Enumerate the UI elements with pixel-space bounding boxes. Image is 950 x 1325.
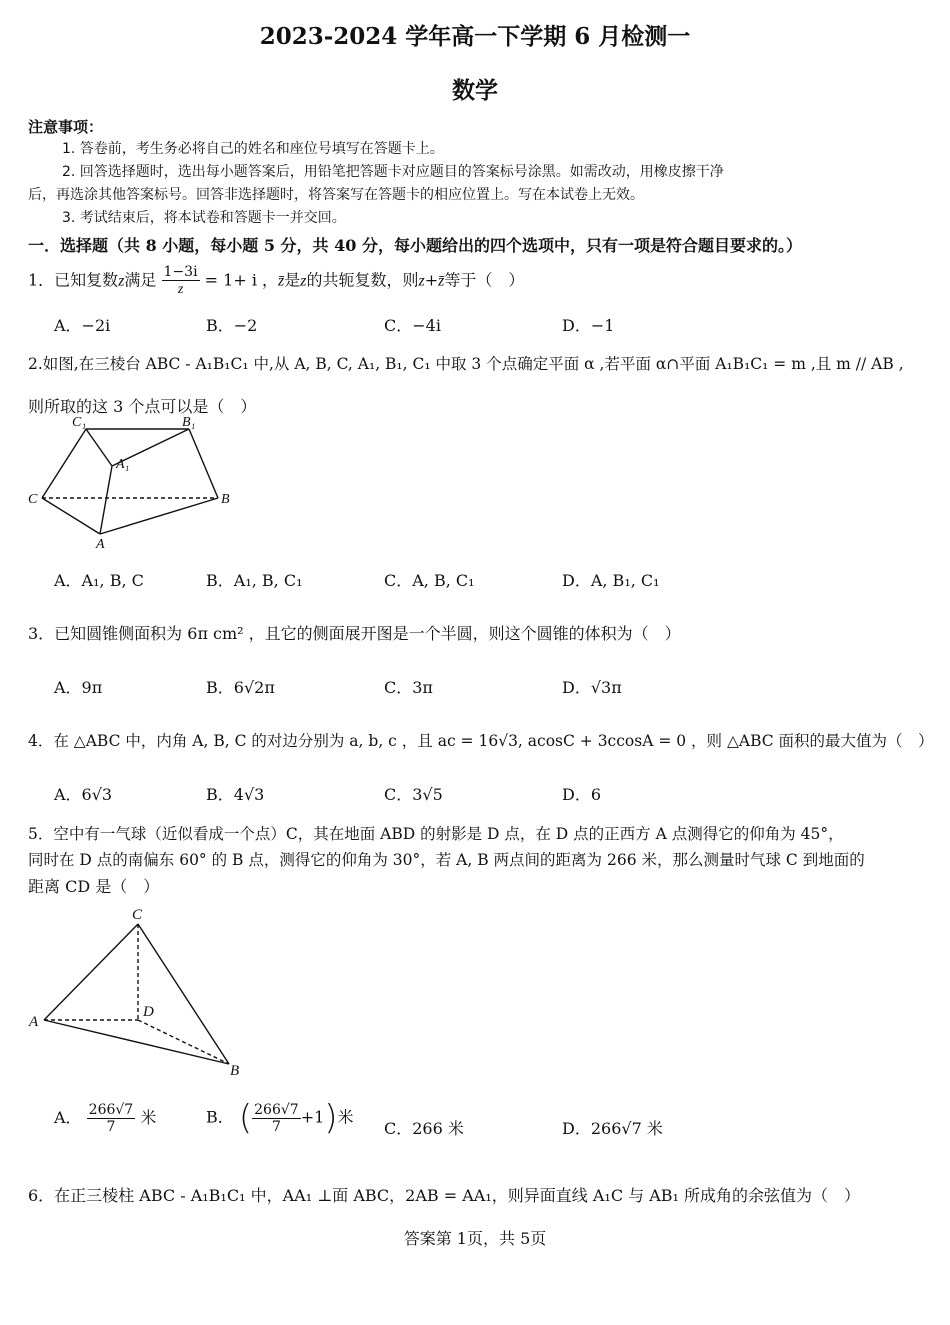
q4-option-a[interactable]: A．6√3	[54, 785, 113, 804]
question-2-line2: 则所取的这 3 个点可以是（ ）	[28, 397, 257, 416]
notes-heading: 注意事项：	[28, 118, 104, 136]
edge-ab	[44, 1020, 229, 1064]
label-b1: B₁	[182, 415, 196, 430]
q2-option-d[interactable]: D．A, B₁, C₁	[562, 571, 660, 590]
edge-cb	[138, 924, 229, 1064]
label-b: B	[230, 1063, 240, 1079]
label-c: C	[132, 907, 143, 923]
q5-option-b[interactable]: B． ( $\frac{266√7}{7}$ +1)米	[206, 1098, 354, 1138]
label-d: D	[143, 1004, 154, 1020]
note-2: 2. 回答选择题时，选出每小题答案后，用铅笔把答题卡对应题目的答案标号涂黑。如需改动，用橡皮擦干净	[62, 164, 724, 180]
exam-title: 2023-2024 学年高一下学期 6 月检测一	[259, 23, 691, 50]
note-3: 3. 考试结束后，将本试卷和答题卡一并交回。	[62, 210, 346, 226]
label-a1: A₁	[116, 457, 130, 472]
edge-c1c	[42, 429, 86, 498]
section-heading: 一．选择题（共 8 小题，每小题 5 分，共 40 分，每小题给出的四个选项中，只有一项是符合题目要求的。）	[28, 236, 802, 255]
edge-c1a1	[86, 429, 112, 466]
label-a: A	[29, 1014, 39, 1030]
label-c: C	[28, 492, 38, 507]
question-6: 6．在正三棱柱 ABC - A₁B₁C₁ 中，AA₁ ⊥面 ABC，2AB = AA₁，则异面直线 A₁C 与 AB₁ 所成角的余弦值为（ ）	[28, 1186, 861, 1205]
label-c1: C₁	[72, 415, 87, 430]
label-a: A	[96, 537, 105, 552]
q1-option-b[interactable]: B．−2	[206, 316, 258, 335]
question-1: 1．已知复数z满足 $\frac{1-3i}{z}$ = 1+ i ，z̄是z的共轭复数，则z+z̄等于（ ）	[28, 264, 525, 297]
q5-option-a[interactable]: A． $\frac{266√7}{7}$ 米	[54, 1102, 157, 1135]
balloon-figure	[24, 902, 254, 1082]
edge-ab	[100, 498, 218, 534]
question-5-line1: 5．空中有一气球（近似看成一个点）C，其在地面 ABD 的射影是 D 点，在 D 点的正西方 A 点测得它的仰角为 45°，	[28, 825, 844, 843]
edge-b1b	[189, 429, 218, 498]
q2-option-a[interactable]: A．A₁, B, C	[54, 571, 144, 590]
label-b: B	[221, 492, 230, 507]
q2-option-b[interactable]: B．A₁, B, C₁	[206, 571, 303, 590]
exam-subject: 数学	[452, 77, 498, 104]
q4-option-d[interactable]: D．6	[562, 785, 602, 804]
q1-option-d[interactable]: D．−1	[562, 316, 615, 335]
edge-ca	[44, 924, 138, 1020]
q1-option-c[interactable]: C．−4i	[384, 316, 441, 335]
question-5-line3: 距离 CD 是（ ）	[28, 877, 160, 896]
question-3: 3．已知圆锥侧面积为 6π cm² ，且它的侧面展开图是一个半圆，则这个圆锥的体积为（ ）	[28, 624, 681, 643]
q3-option-b[interactable]: B．6√2π	[206, 678, 275, 697]
question-5-line2: 同时在 D 点的南偏东 60° 的 B 点，测得它的仰角为 30°，若 A, B 两点间的距离为 266 米，那么测量时气球 C 到地面的	[28, 851, 865, 869]
q5-option-d[interactable]: D．266√7 米	[562, 1119, 663, 1138]
edge-ca	[42, 498, 100, 534]
q3-option-c[interactable]: C．3π	[384, 678, 433, 697]
note-2-cont: 后，再选涂其他答案标号。回答非选择题时，将答案写在答题卡的相应位置上。写在本试卷上无效。	[28, 187, 644, 203]
q5-option-c[interactable]: C．266 米	[384, 1119, 464, 1138]
q1-fraction: $\frac{1-3i}{z}$	[163, 264, 198, 297]
note-1: 1. 答卷前，考生务必将自己的姓名和座位号填写在答题卡上。	[62, 141, 444, 157]
q4-option-b[interactable]: B．4√3	[206, 785, 265, 804]
q2-option-c[interactable]: C．A, B, C₁	[384, 571, 475, 590]
page-footer: 答案第 1页，共 5页	[403, 1229, 547, 1248]
edge-a1a	[100, 466, 112, 534]
question-4: 4．在 △ABC 中，内角 A, B, C 的对边分别为 a, b, c ，且 ac = 16√3, acosC + 3ccosA = 0 ，则 △ABC 面积的最大值为（ ）	[28, 732, 934, 750]
q3-option-d[interactable]: D．√3π	[562, 678, 622, 697]
q1-option-a[interactable]: A．−2i	[54, 316, 111, 335]
frustum-figure	[24, 414, 244, 552]
q3-option-a[interactable]: A．9π	[54, 678, 103, 697]
q4-option-c[interactable]: C．3√5	[384, 785, 443, 804]
question-2-line1: 2.如图,在三棱台 ABC - A₁B₁C₁ 中,从 A, B, C, A₁, B₁, C₁ 中取 3 个点确定平面 α ,若平面 α∩平面 A₁B₁C₁ = m ,且 m // AB ,	[28, 355, 904, 373]
